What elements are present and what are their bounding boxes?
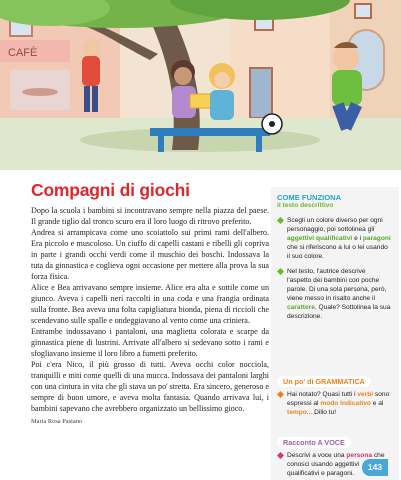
illustration-kids-playing xyxy=(0,0,401,170)
author-credit: Maria Rosa Pastano xyxy=(31,418,83,425)
kid-nico xyxy=(333,45,359,71)
diamond-bullet-icon xyxy=(277,391,284,398)
instruction-item: Scegli un colore diverso per ogni personaggio, poi sottolinea gli aggettivi qualificativi e i paragoni che si riferiscono a lui o lei usando il suo colore. xyxy=(277,216,391,261)
story-text xyxy=(31,205,269,414)
section-heading: Racconto A VOCE xyxy=(277,437,351,448)
kid-andrea xyxy=(83,39,101,57)
diamond-bullet-icon xyxy=(277,452,284,459)
instruction-item: Descrivi a voce una persona che conosci usando aggettivi qualificativi e paragoni. xyxy=(277,451,391,478)
paragraph: Andrea si arrampicava come uno scoiattolo sui primi rami dell'albero. Era piccolo e muscoloso. Un ciuffo di capelli castani e ribelli gli copriva in parte i grandi occhi verdi come il muschio dei boschi. Indossava la tuta da ginnastica e coglieva ogni occasione per mettere alla prova la sua forza fisica. xyxy=(31,228,269,281)
cafe-sign: CAFÈ xyxy=(8,47,38,59)
diamond-bullet-icon xyxy=(277,217,284,224)
section-heading: COME FUNZIONA xyxy=(277,193,342,202)
instruction-item: Nel testo, l'autrice descrive l'aspetto dei bambini con poche parole. Di una sola persona, però, viene messo in risalto anche il carattere. Quale? Sottolinea la sua descrizione. xyxy=(277,267,391,321)
paragraph: Entrambe indossavano i pantaloni, una maglietta colorata e scarpe da ginnastica piene di lustrini. Arrivate all'albero si sedevano sotto i rami e sfogliavano insieme il loro libro a fumetti preferito. xyxy=(31,327,269,358)
instruction-item: Hai notato? Quasi tutti i verbi sono espressi al modo indicativo e al tempo... Dillo tu! xyxy=(277,390,391,417)
page-title: Compagni di giochi xyxy=(31,180,190,200)
sidebar-section-come-funziona xyxy=(277,193,391,321)
paragraph: Poi c'era Nico, il più grosso di tutti. Aveva occhi color nocciola, tranquilli e miti come quelli di una mucca. Indossava dei pantaloni larghi con una cintura in vita che gli stava un po' stretta. Era sincero, generoso e sempre di buon umore, e aveva molta fantasia. Quando arrivava lui, i bambini sapevano che avrebbero organizzato un bellissimo gioco. xyxy=(31,360,269,413)
paragraph: Dopo la scuola i bambini si incontravano sempre nella piazza del paese. Il grande tiglio dal tronco scuro era il loro luogo di ritrovo preferito. xyxy=(31,206,269,226)
page-number: 143 xyxy=(362,459,388,476)
section-subheading: il testo descrittivo xyxy=(277,202,334,209)
section-heading: Un po' di GRAMMATICA xyxy=(277,376,371,387)
bench xyxy=(150,128,270,136)
paragraph: Alice e Bea arrivavano sempre insieme. Alice era alta e sottile come un giunco. Aveva i capelli neri raccolti in una coda e una frangia ordinata sulla fronte. Bea aveva una folta capigliatura bionda, piena di riccioli che scendevano sulle spalle e ondeggiavano al vento come una criniera. xyxy=(31,283,269,325)
sidebar-section-grammatica xyxy=(277,376,391,417)
diamond-bullet-icon xyxy=(277,268,284,275)
main-text-column xyxy=(31,180,269,425)
